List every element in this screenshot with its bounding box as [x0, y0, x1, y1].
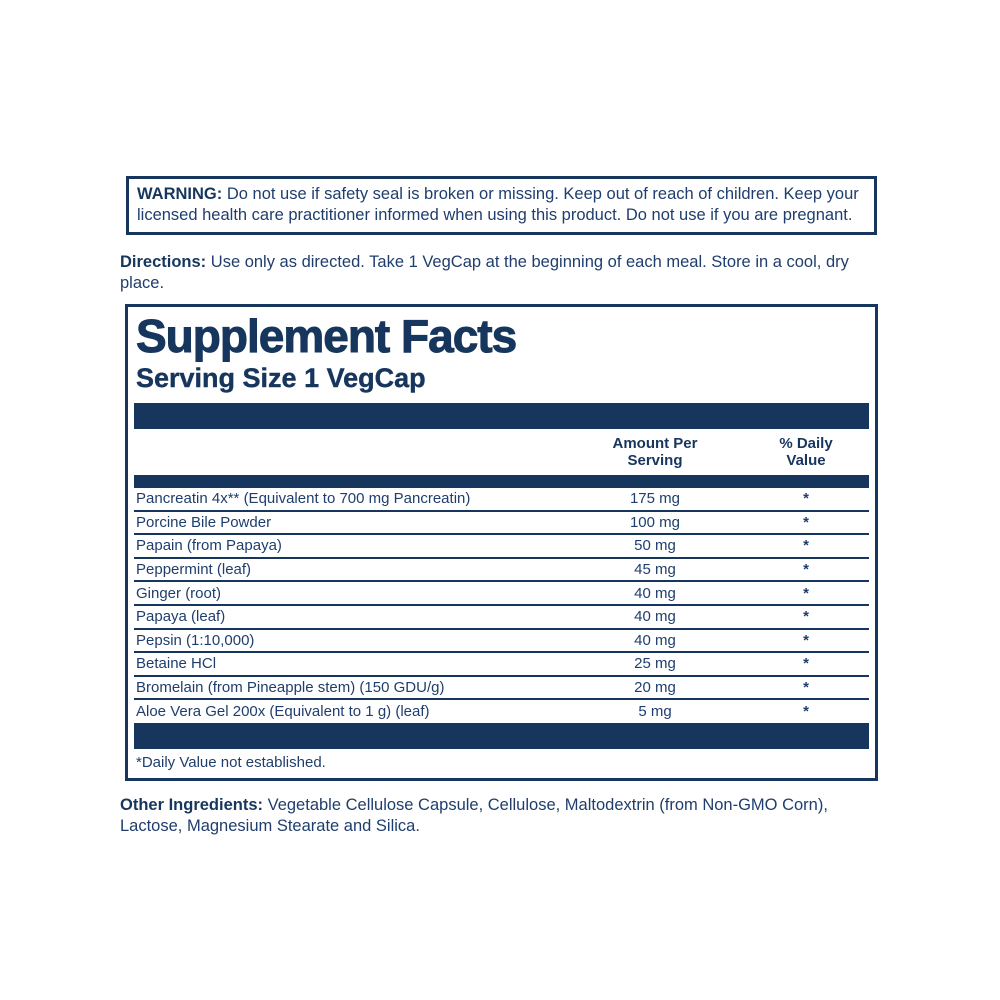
ingredient-daily-value: * — [803, 679, 809, 697]
ingredient-amount: 175 mg — [629, 490, 681, 508]
ingredient-daily-value: * — [803, 631, 809, 649]
other-ingredients — [120, 795, 880, 837]
ingredient-name: Peppermint (leaf) — [136, 561, 252, 579]
other-ingredients-label: Other Ingredients: — [120, 796, 264, 815]
ingredient-amount: 50 mg — [634, 537, 676, 555]
table-header-row — [134, 429, 869, 475]
supplement-facts-panel — [125, 304, 878, 781]
ingredient-name: Papain (from Papaya) — [136, 537, 282, 555]
ingredient-name: Ginger (root) — [136, 584, 222, 602]
divider-bar-bottom — [134, 723, 869, 749]
directions-text: Use only as directed. Take 1 VegCap at the beginning of each meal. Store in a cool, dry place. — [120, 253, 849, 292]
ingredient-daily-value: * — [803, 584, 809, 602]
amount-per-serving-header: Amount Per Serving — [612, 435, 698, 469]
table-row — [134, 630, 869, 654]
divider-bar-top — [134, 403, 869, 429]
table-row — [134, 653, 869, 677]
ingredient-amount: 25 mg — [634, 655, 676, 673]
directions-label: Directions: — [120, 253, 207, 271]
serving-size: Serving Size 1 VegCap — [136, 363, 426, 393]
divider-bar-header — [134, 475, 869, 488]
table-row — [134, 512, 869, 536]
ingredient-daily-value: * — [803, 703, 809, 721]
ingredient-amount: 100 mg — [629, 513, 681, 531]
ingredient-daily-value: * — [803, 655, 809, 673]
daily-value-header: % Daily Value — [779, 435, 833, 469]
ingredient-name: Pancreatin 4x** (Equivalent to 700 mg Pancreatin) — [136, 490, 471, 508]
ingredient-name: Porcine Bile Powder — [136, 513, 272, 531]
ingredient-amount: 40 mg — [634, 631, 676, 649]
ingredient-amount: 20 mg — [634, 679, 676, 697]
warning-box — [126, 176, 877, 235]
ingredient-daily-value: * — [803, 561, 809, 579]
ingredient-daily-value: * — [803, 490, 809, 508]
ingredient-amount: 40 mg — [634, 608, 676, 626]
ingredient-amount: 5 mg — [638, 703, 672, 721]
table-row — [134, 700, 869, 723]
warning-label: WARNING: — [137, 185, 223, 203]
supplement-label — [120, 170, 880, 837]
table-row — [134, 677, 869, 701]
ingredient-name: Papaya (leaf) — [136, 608, 226, 626]
daily-value-footnote: *Daily Value not established. — [136, 754, 326, 772]
warning-text: Do not use if safety seal is broken or missing. Keep out of reach of children. Keep your licensed health care practitioner informed when using this product. Do not use if you are pregnant. — [137, 185, 859, 224]
directions — [120, 252, 880, 294]
ingredient-table — [134, 488, 869, 723]
ingredient-daily-value: * — [803, 537, 809, 555]
ingredient-daily-value: * — [803, 608, 809, 626]
ingredient-name: Pepsin (1:10,000) — [136, 631, 255, 649]
other-ingredients-text: Vegetable Cellulose Capsule, Cellulose, Maltodextrin (from Non-GMO Corn), Lactose, Magnesium Stearate and Silica. — [120, 796, 828, 836]
table-row — [134, 488, 869, 512]
supplement-facts-title: Supplement Facts — [136, 310, 517, 362]
table-row — [134, 582, 869, 606]
table-row — [134, 535, 869, 559]
table-row — [134, 559, 869, 583]
ingredient-name: Betaine HCl — [136, 655, 217, 673]
table-row — [134, 606, 869, 630]
ingredient-daily-value: * — [803, 513, 809, 531]
ingredient-amount: 45 mg — [634, 561, 676, 579]
ingredient-amount: 40 mg — [634, 584, 676, 602]
ingredient-name: Bromelain (from Pineapple stem) (150 GDU/g) — [136, 679, 445, 697]
ingredient-name: Aloe Vera Gel 200x (Equivalent to 1 g) (leaf) — [136, 703, 430, 721]
